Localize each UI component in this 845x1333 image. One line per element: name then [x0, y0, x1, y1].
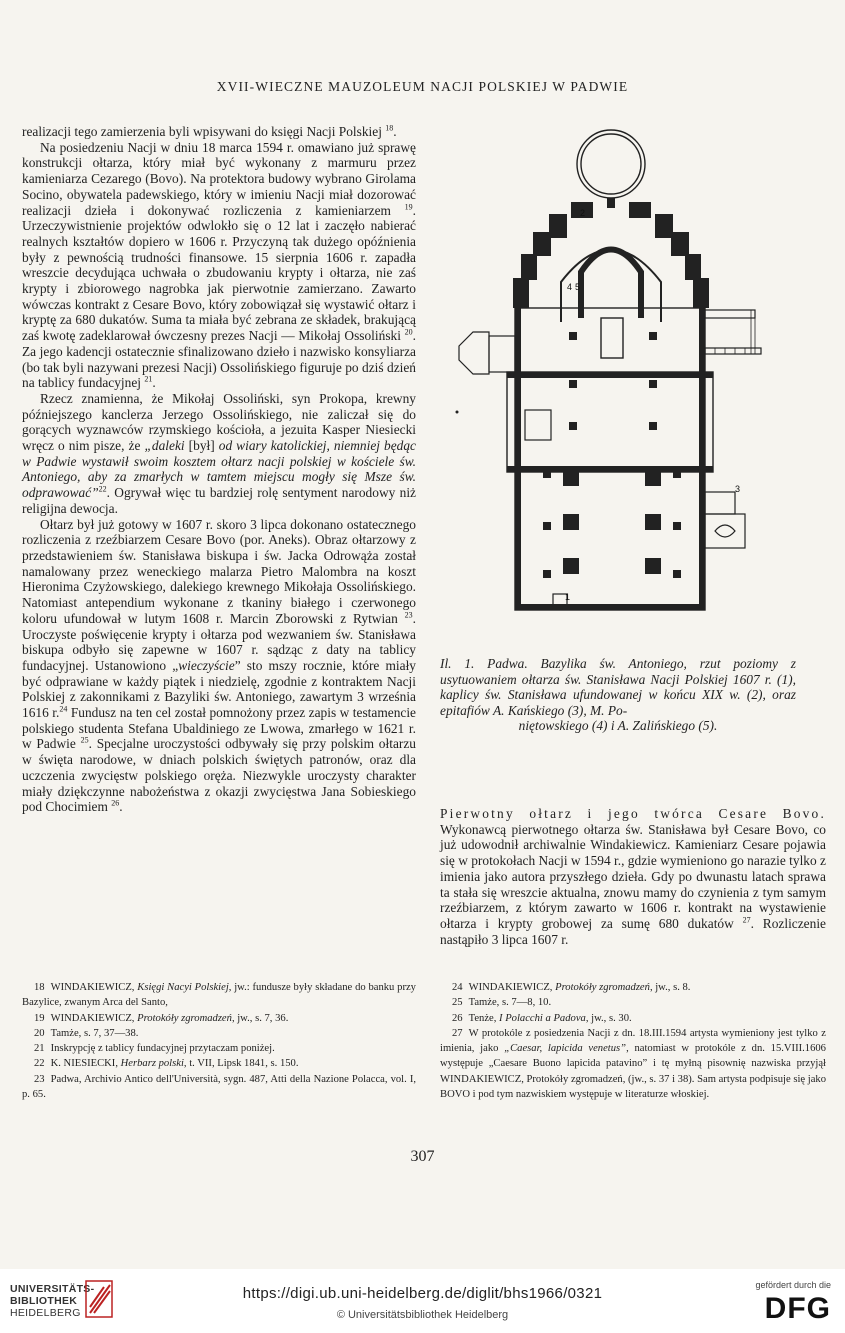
footnote: 27 W protokóle z posiedzenia Nacji z dn. 18.III.1594 artysta wymieniony jest tylko z imienia, jako „Caesar, lapicida venetus”, natomiast w protokóle z dn. 15.VIII.1606 występuje „Caesare Buono lapicida patavino” i tę myłną pisownię nazwiska przyjął WINDAKIEWICZ, Protokóły zgromadzeń, (jw., s. 37 i 38). Sam artysta podpisuje się jako BOVO i pod tym nazwiskiem występuje w literaturze włoskiej. — [440, 1027, 826, 1101]
library-logo[interactable]: UNIVERSITÄTS- BIBLIOTHEK HEIDELBERG — [10, 1283, 95, 1319]
plan-label-3: 3 — [735, 484, 741, 494]
figure-caption: Il. 1. Padwa. Bazylika św. Antoniego, rzut poziomy z usytuowaniem ołtarza św. Stanisława Nacji Polskiej 1607 r. (1), kaplicy św. Stanisława ufundowanej w końcu XIX w. (2), oraz epitafiów A. Kańskiego (3), M. Po- niętowskiego (4) i A. Zalińskiego (5). — [440, 656, 796, 734]
floor-plan-drawing — [453, 122, 765, 652]
footnote: 26 Tenże, I Polacchi a Padova, jw., s. 30. — [452, 1012, 632, 1024]
footnote: 20 Tamże, s. 7, 37—38. — [34, 1027, 139, 1039]
page-number: 307 — [410, 1148, 435, 1165]
footnote: 18 WINDAKIEWICZ, Księgi Nacyi Polskiej, jw.: fundusze były składane do banku przy Bazylice, zwanym Arca del Santo, — [22, 982, 416, 1009]
left-column — [22, 124, 416, 815]
paragraph-5: Pierwotny ołtarz i jego twórca Cesare Bovo. Wykonawcą pierwotnego ołtarza św. Stanisława był Cesare Bovo, co już udowodnił archiwalnie Windakiewicz. Kamieniarz Cesare pojawia się w protokołach Nacji w 1594 r., gdzie wymieniono go narazie tylko z imienia jako autora przyszłego dzieła. Gdy po dwunastu latach sprawa ta stała się wreszcie aktualna, znowu mamy do czynienia z tym samym rzeźbiarzem, z którym zawarto w 1606 r. kontrakt na wystawienie ołtarza i krypty grobowej za sumę 680 dukatów $^{27}$. Rozliczenie nastąpiło 3 lipca 1607 r. — [440, 806, 826, 947]
section-heading: Pierwotny ołtarz i jego twórca Cesare Bovo. — [440, 806, 826, 821]
footnote: 25 Tamże, s. 7—8, 10. — [452, 997, 552, 1009]
basilica-floor-plan — [453, 122, 765, 652]
permalink-url[interactable]: https://digi.ub.uni-heidelberg.de/diglit/bhs1966/0321 — [242, 1285, 603, 1302]
footnote: 19 WINDAKIEWICZ, Protokóły zgromadzeń, jw., s. 7, 36. — [34, 1012, 289, 1024]
viewer-footer — [0, 1269, 845, 1333]
footnote: 21 Inskrypcję z tablicy fundacyjnej przytaczam poniżej. — [34, 1043, 275, 1055]
dfg-note: gefördert durch die — [755, 1280, 831, 1290]
dfg-logo[interactable]: DFG — [764, 1292, 831, 1325]
plan-label-4: 4 — [567, 282, 573, 292]
paragraph-2: Na posiedzeniu Nacji w dniu 18 marca 1594 r. omawiano już sprawę konstrukcji ołtarza, który miał być wykonany z marmuru przez kamieniarza Cezarego (Bovo). Na protektora budowy wybrano Girolama Socino, obywatela padewskiego, który w imieniu Nacji miał dozorować realizacji dzieła i dokonywać rozliczenia z kamieniarzem $^{19}$. Urzeczywistnienie projektów odwlokło się o 12 lat i zaczęło nabierać realnych kształtów dopiero w 1606 r. Przyczyną tak dużego opóźnienia były z pewnością trudności finansowe. 15 sierpnia 1606 r. zapadła wreszcie decydująca uchwała o zbudowaniu krypty i ołtarza, nie zaś krypty i zbiorowego nagrobka jak pierwotnie zamierzano. Zawarto wówczas kontrakt z Cesare Bovo, który zobowiązał się wystawić ołtarz i kryptę za 680 dukatów. Suma ta miała być zebrana ze składek, brakującą zaś kwotę zadeklarował ówczesny prezes Nacji — Mikołaj Ossoliński $^{20}$. Za jego kadencji ostatecznie sfinalizowano dzieło i nazwisko konsyliarza (bo tak byli nazywani prezesi Nacji) Ossolińskiego figuruje po dziś dzień na tablicy fundacyjnej $^{21}$. — [22, 139, 416, 391]
copyright-text: © Universitätsbibliothek Heidelberg — [336, 1309, 509, 1321]
footnotes-left — [22, 980, 416, 1102]
paragraph-1: realizacji tego zamierzenia byli wpisywani do księgi Nacji Polskiej $^{18}$. — [22, 123, 397, 139]
plan-label-5: 5 — [575, 282, 581, 292]
right-column — [440, 806, 826, 947]
plan-label-1: 1 — [565, 592, 571, 602]
paragraph-3: Rzecz znamienna, że Mikołaj Ossoliński, syn Prokopa, krewny późniejszego kanclerza Jerzego Ossolińskiego, nie zaliczał się do gorących wyznawców rzymskiego kościoła, a jezuita Kasper Niesiecki wręcz o nim pisze, że „daleki [był] od wiary katolickiej, niemniej będąc w Padwie wystawił swoim kosztem ołtarz nacji polskiej w kościele św. Antoniego, aby za zmarłych w tamtem miejscu mogły się Msze św. odprawować”$^{22}$. Ogrywał więc tu bardziej rolę sentyment narodowy niż religijna dewocja. — [22, 390, 417, 516]
paragraph-4: Ołtarz był już gotowy w 1607 r. skoro 3 lipca dokonano ostatecznego rozliczenia z rzeźbiarzem Cesare Bovo (por. Aneks). Obraz ołtarzowy z przedstawieniem św. Stanisława biskupa i św. Jacka Odrowąża został namalowany przez weneckiego malarza Pietro Malombra na koszt Hieronima Czyżowskiego, dalekiego krewnego Mikołaja Ossolińskiego. Natomiast antependium wykonane z tkaniny białego i czerwonego koloru ufundował w lutym 1608 r. Marcin Zborowski z Rytwian $^{23}$. Uroczyste poświęcenie krypty i ołtarza pod wezwaniem św. Stanisława biskupa odbyło się zapewne w 1607 r. sądząc z daty na tablicy fundacyjnej. Ustanowiono „wieczyście” sto mszy rocznie, które miały być odprawiane w każdy piątek i niedzielę, zgodnie z kontraktem Nacji Polskiej z zakonnikami z Bazyliki św. Antoniego, zawartym 3 września 1616 r.$^{24}$ Fundusz na ten cel został pomnożony przez zapis w testamencie polskiego studenta Stefana Ubaldiniego ze Lwowa, zmarłego w 1621 r. w Padwie $^{25}$. Specjalne uroczystości odbywały się przy polskim ołtarzu w święta narodowe, w dniach polskich świętych patronów, oraz dla uczczenia zwycięstw polskiego oręża. Niezwykle uroczysty charakter miały dziękczynne nabożeństwa z okazji zwycięstwa Jana Sobieskiego pod Chocimiem $^{26}$. — [22, 516, 417, 815]
footnotes-right — [440, 980, 826, 1102]
footnote: 23 Padwa, Archivio Antico dell'Università, sygn. 487, Atti della Nazione Polacca, vol. I, p. 65. — [22, 1073, 416, 1101]
plan-label-2: 2 — [580, 208, 586, 218]
footnote: 24 WINDAKIEWICZ, Protokóły zgromadzeń, jw., s. 8. — [452, 982, 691, 993]
footnote: 22 K. NIESIECKI, Herbarz polski, t. VII, Lipsk 1841, s. 150. — [34, 1058, 299, 1070]
running-header: XVII-WIECZNE MAUZOLEUM NACJI POLSKIEJ W PADWIE — [216, 79, 629, 94]
